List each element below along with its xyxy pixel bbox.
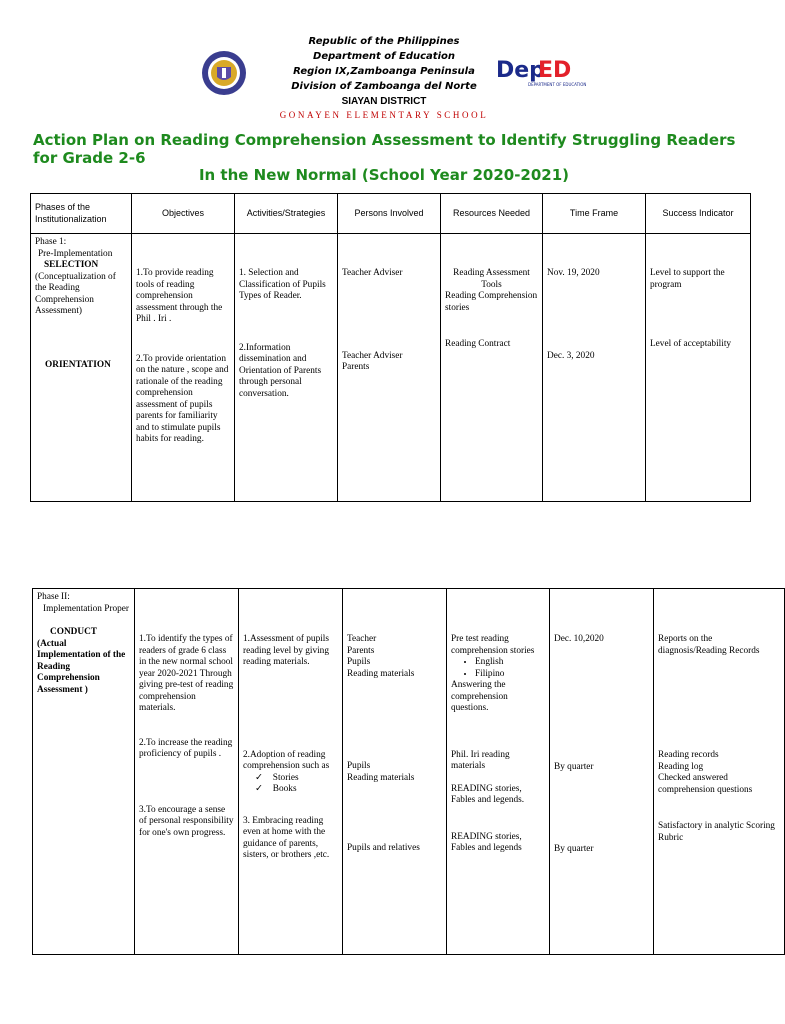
timeframe-text: Nov. 19, 2020 — [547, 268, 600, 278]
phase-sub: Pre-Implementation — [38, 248, 113, 259]
indicator-text: Reports on the diagnosis/Reading Records — [658, 634, 760, 656]
stage-orientation: ORIENTATION — [45, 359, 111, 370]
column-header: Time Frame — [543, 194, 646, 234]
persons-text: Teacher — [347, 634, 377, 644]
objectives-cell — [135, 589, 239, 955]
phase-cell — [33, 589, 135, 955]
resources-text: Reading Assessment Tools — [453, 268, 530, 290]
phase-cell — [31, 234, 132, 502]
indicator-text: Reading records — [658, 750, 719, 760]
timeframe-text: By quarter — [554, 761, 594, 772]
timeframe-text: Dec. 3, 2020 — [547, 350, 595, 361]
column-header: Success Indicator — [646, 194, 751, 234]
action-plan-table-phase1 — [30, 193, 751, 502]
objective-text: 2.To provide orientation on the nature , scope and rationale of the reading comprehension assessment of pupils parents for familiarity and to stimulate pupils habits for reading. — [136, 353, 229, 444]
resources-cell — [447, 589, 550, 955]
stage-selection-desc: (Conceptualization of the Reading Comprehension Assessment) — [35, 271, 116, 316]
column-header: Persons Involved — [338, 194, 441, 234]
persons-text: Teacher Adviser — [342, 350, 403, 361]
stage-conduct-desc: (Actual Implementation of the Reading Comprehension Assessment ) — [37, 638, 126, 695]
resources-text: Answering the comprehension questions. — [451, 680, 508, 713]
table-row — [31, 234, 751, 502]
action-plan-table-phase2 — [32, 588, 785, 955]
persons-text: Pupils — [347, 761, 371, 771]
table-header-row — [31, 194, 751, 234]
persons-text: Pupils — [347, 657, 371, 667]
header-line-republic: Republic of the Philippines — [308, 36, 460, 47]
persons-text: Parents — [342, 362, 370, 372]
svg-text:DEPARTMENT OF EDUCATION: DEPARTMENT OF EDUCATION — [528, 82, 587, 87]
header-line-division: Division of Zamboanga del Norte — [291, 81, 477, 92]
persons-text: Teacher Adviser — [342, 268, 403, 278]
objective-text: 1.To provide reading tools of reading comprehension assessment through the Phil . Iri . — [136, 268, 223, 324]
letterhead — [0, 34, 768, 122]
resources-list-item: • English — [475, 657, 545, 669]
activity-list-item: ✓ Stories — [255, 773, 338, 785]
objective-text: 3.To encourage a sense of personal responsibility for one's own progress. — [139, 804, 234, 838]
svg-text:ED: ED — [538, 58, 572, 83]
resources-text: Reading Contract — [445, 339, 511, 349]
resources-text: Phil. Iri reading materials — [451, 749, 510, 771]
indicator-cell — [654, 589, 785, 955]
document-title: Action Plan on Reading Comprehension Assessment to Identify Struggling Readers for Grade 2-6 — [33, 131, 736, 167]
stage-conduct: CONDUCT — [50, 627, 98, 637]
resources-text: Reading Comprehension stories — [445, 291, 538, 313]
resources-text: READING stories, Fables and legends — [451, 831, 522, 853]
indicator-text: Level of acceptability — [650, 339, 732, 349]
activities-cell — [239, 589, 343, 955]
indicator-text: Checked answered comprehension questions — [658, 773, 753, 795]
activity-text: 2.Information dissemination and Orientation of Parents through personal conversation. — [239, 342, 322, 399]
indicator-text: Satisfactory in analytic Scoring Rubric — [658, 821, 775, 843]
table-row — [33, 589, 785, 955]
persons-cell — [338, 234, 441, 502]
deped-logo — [494, 54, 587, 90]
column-header: Phases of the Institutionalization — [31, 194, 132, 234]
phase-sub: Implementation Proper — [43, 603, 129, 614]
activity-text: 3. Embracing reading even at home with the guidance of parents, sisters, or brothers ,etc. — [243, 815, 330, 860]
phase-label: Phase 1: — [35, 237, 67, 247]
timeframe-text: Dec. 10,2020 — [554, 634, 604, 644]
svg-text:Dep: Dep — [496, 58, 545, 83]
indicator-cell — [646, 234, 751, 502]
activity-text: 1.Assessment of pupils reading level by giving reading materials. — [243, 634, 329, 667]
activity-text: 1. Selection and Classification of Pupils Types of Reader. — [239, 268, 326, 301]
header-line-region: Region IX,Zamboanga Peninsula — [293, 66, 475, 77]
persons-text: Pupils and relatives — [347, 843, 420, 853]
objectives-cell — [132, 234, 235, 502]
resources-list-item: • Filipino — [475, 669, 545, 681]
indicator-text: Reading log — [658, 761, 704, 772]
persons-text: Reading materials — [347, 772, 415, 783]
persons-cell — [343, 589, 447, 955]
resources-text: Pre test reading comprehension stories — [451, 634, 535, 656]
resources-cell — [441, 234, 543, 502]
column-header: Objectives — [132, 194, 235, 234]
activities-cell — [235, 234, 338, 502]
activity-text: 2.Adoption of reading comprehension such as — [243, 749, 330, 771]
column-header: Activities/Strategies — [235, 194, 338, 234]
activity-list-item: ✓ Books — [255, 784, 338, 796]
timeframe-cell — [550, 589, 654, 955]
objective-text: 2.To increase the reading proficiency of pupils . — [139, 737, 233, 759]
phase-label: Phase II: — [37, 592, 70, 602]
column-header: Resources Needed — [441, 194, 543, 234]
document-subtitle: In the New Normal (School Year 2020-2021) — [198, 166, 570, 184]
stage-selection: SELECTION — [44, 260, 99, 270]
header-district: SIAYAN DISTRICT — [341, 96, 427, 107]
persons-text: Parents — [347, 645, 375, 656]
indicator-text: Level to support the program — [650, 268, 725, 290]
header-school: GONAYEN ELEMENTARY SCHOOL — [279, 110, 489, 120]
resources-text: READING stories, Fables and legends. — [451, 783, 525, 805]
objective-text: 1.To identify the types of readers of grade 6 class in the new normal school year 2020-2021 Through giving pre-test of reading comprehension materials. — [139, 634, 234, 713]
header-line-department: Department of Education — [313, 51, 455, 62]
timeframe-cell — [543, 234, 646, 502]
persons-text: Reading materials — [347, 668, 415, 679]
timeframe-text: By quarter — [554, 844, 594, 854]
deped-seal-logo — [201, 50, 247, 96]
